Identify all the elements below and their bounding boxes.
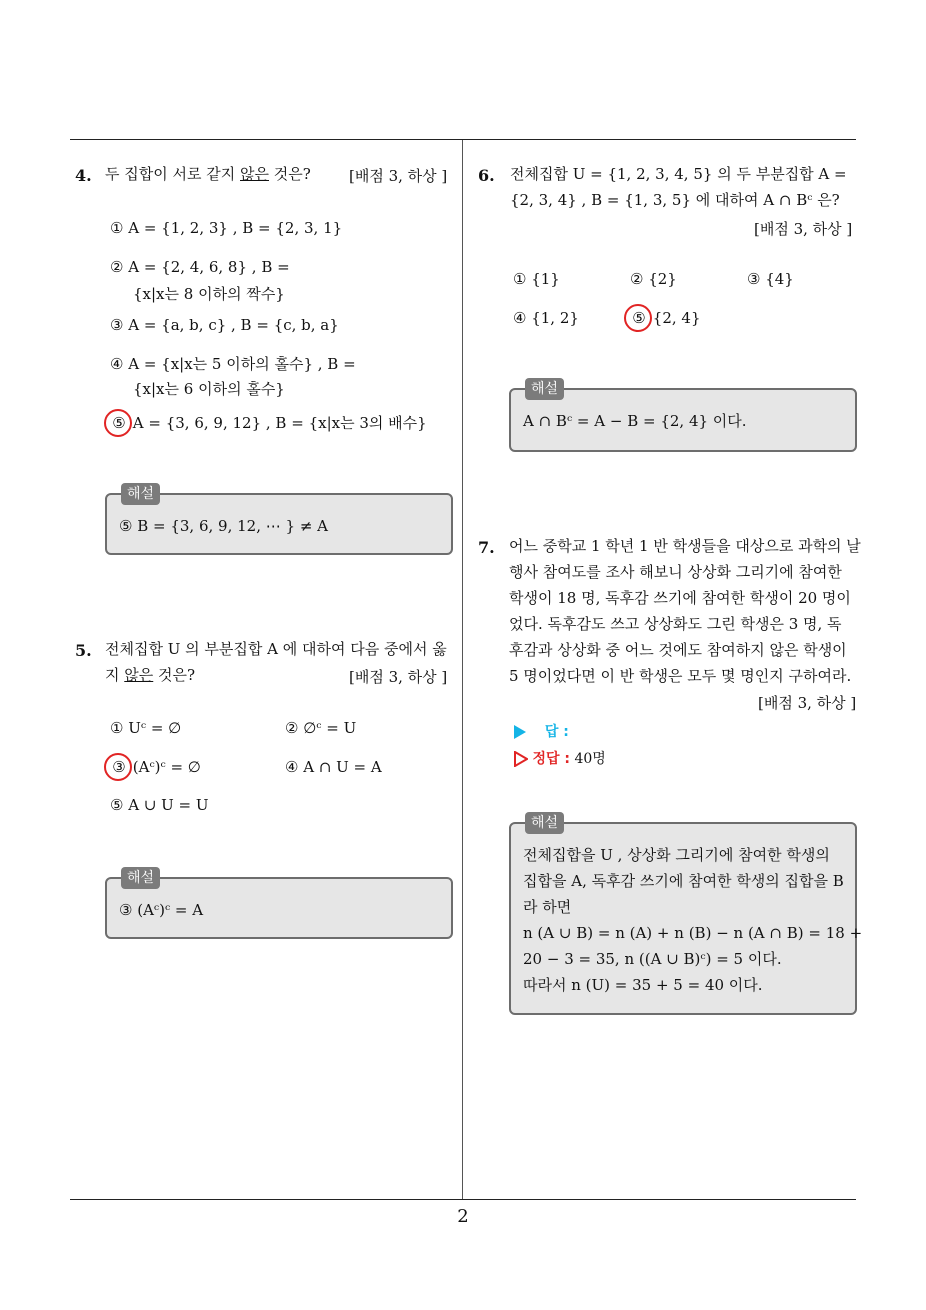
question-5	[75, 641, 455, 841]
selected-answer-mark: ⑤	[110, 414, 128, 432]
option-4-cont: {x|x는 6 이하의 홀수}	[133, 380, 285, 398]
column-divider	[462, 140, 463, 1200]
score-meta: [배점 3, 하상 ]	[349, 668, 448, 686]
explanation-tag: 해설	[121, 867, 160, 889]
correct-answer: 정답 : 40명	[514, 748, 606, 768]
question-6	[478, 166, 858, 366]
explanation-text: 전체집합을 U , 상상화 그리기에 참여한 학생의 집합을 A, 독후감 쓰기에 참여한 학생의 집합을 B 라 하면 n (A ∪ B) = n (A) + n (B) − n (A ∩ B) = 18 + 20 − 3 = 35, n ((A ∪ B)ᶜ) = 5 이다. 따라서 n (U) = 35 + 5 = 40 이다.	[523, 846, 863, 994]
explanation-text: ③ (Aᶜ)ᶜ = A	[119, 901, 204, 919]
selected-answer-mark: ⑤	[630, 309, 648, 327]
option-2-cont: {x|x는 8 이하의 짝수}	[133, 285, 285, 303]
option-3[interactable]: ③ A = {a, b, c} , B = {c, b, a}	[110, 316, 339, 334]
explanation-box	[105, 870, 453, 939]
option-1[interactable]: ① {1}	[513, 270, 560, 288]
play-icon	[514, 725, 526, 739]
option-2[interactable]: ② ∅ᶜ = U	[285, 719, 357, 737]
explanation-box	[509, 815, 863, 1015]
explanation-box	[509, 381, 857, 452]
option-2[interactable]: ② A = {2, 4, 6, 8} , B =	[110, 258, 290, 276]
explanation-text: A ∩ Bᶜ = A − B = {2, 4} 이다.	[523, 412, 747, 430]
option-4[interactable]: ④ A ∩ U = A	[285, 758, 382, 776]
option-4[interactable]: ④ {1, 2}	[513, 309, 579, 327]
question-text: 전체집합 U 의 부분집합 A 에 대하여 다음 중에서 옳 지 않은 것은?	[105, 640, 447, 684]
option-1[interactable]: ① A = {1, 2, 3} , B = {2, 3, 1}	[110, 219, 343, 237]
page-number: 2	[457, 1206, 469, 1227]
question-7	[478, 537, 861, 778]
question-number: 7.	[478, 538, 495, 557]
option-5[interactable]: ⑤ A = {3, 6, 9, 12} , B = {x|x는 3의 배수}	[110, 412, 427, 433]
option-3[interactable]: ③ {4}	[747, 270, 794, 288]
option-3[interactable]: ③ (Aᶜ)ᶜ = ∅	[110, 758, 201, 776]
answer-field[interactable]: 답 :	[514, 721, 569, 741]
explanation-box	[105, 486, 453, 555]
explanation-tag: 해설	[121, 483, 160, 505]
option-2[interactable]: ② {2}	[630, 270, 677, 288]
explanation-tag: 해설	[525, 812, 564, 834]
score-meta: [배점 3, 하상 ]	[754, 220, 853, 238]
question-text: 어느 중학교 1 학년 1 반 학생들을 대상으로 과학의 날 행사 참여도를 조사 해보니 상상화 그리기에 참여한 학생이 18 명, 독후감 쓰기에 참여한 학생이 20 명이 었다. 독후감도 쓰고 상상화도 그린 학생은 3 명, 독 후감과 상상화 중 어느 것에도 참여하지 않은 학생이 5 명이었다면 이 반 학생은 모두 몇 명인지 구하여라.	[509, 537, 861, 685]
explanation-tag: 해설	[525, 378, 564, 400]
option-5[interactable]: ⑤ A ∪ U = U	[110, 796, 209, 814]
question-number: 4.	[75, 166, 92, 185]
option-5[interactable]: ⑤ {2, 4}	[630, 309, 701, 327]
option-4[interactable]: ④ A = {x|x는 5 이하의 홀수} , B =	[110, 355, 356, 373]
bottom-rule	[70, 1199, 856, 1200]
question-text: 전체집합 U = {1, 2, 3, 4, 5} 의 두 부분집합 A = {2, 3, 4} , B = {1, 3, 5} 에 대하여 A ∩ Bᶜ 은?	[510, 165, 847, 209]
selected-answer-mark: ③	[110, 758, 128, 776]
question-number: 5.	[75, 641, 92, 660]
outline-triangle-icon	[514, 751, 528, 767]
score-meta: [배점 3, 하상 ]	[758, 694, 857, 712]
explanation-text: ⑤ B = {3, 6, 9, 12, ⋯ } ≠ A	[119, 517, 328, 535]
option-1[interactable]: ① Uᶜ = ∅	[110, 719, 182, 737]
question-text: 두 집합이 서로 같지 않은 것은?	[105, 165, 311, 183]
top-rule	[70, 139, 856, 140]
question-number: 6.	[478, 166, 495, 185]
score-meta: [배점 3, 하상 ]	[349, 167, 448, 185]
